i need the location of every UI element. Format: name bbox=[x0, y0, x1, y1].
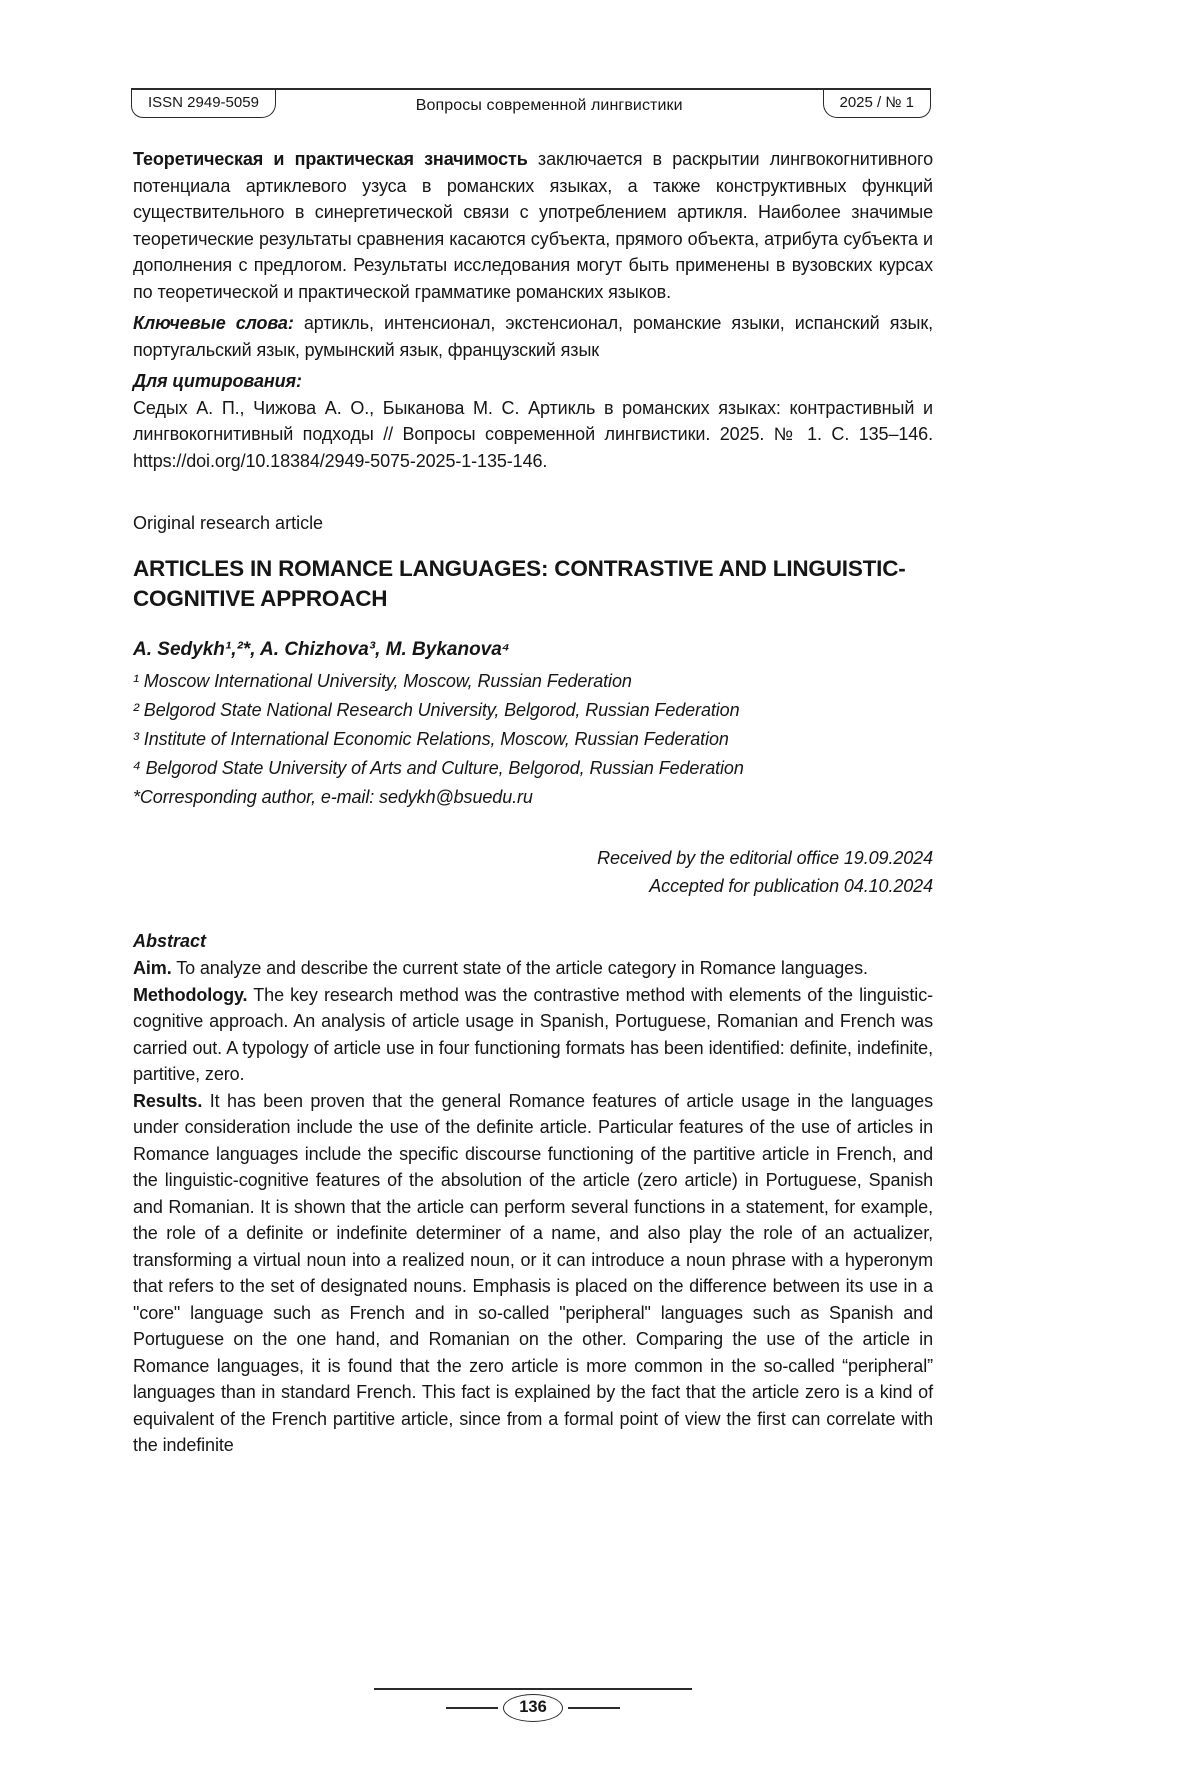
affiliation-4: ⁴ Belgorod State University of Arts and Culture, Belgorod, Russian Federation bbox=[133, 758, 744, 778]
affiliation-1: ¹ Moscow International University, Moscow, Russian Federation bbox=[133, 671, 632, 691]
page-number-badge: 136 bbox=[503, 1694, 563, 1722]
abstract-results-text: It has been proven that the general Romance features of article usage in the languages under consideration include the use of the definite article. Particular features of the use of articles in Romance languages include the specific discourse functioning of the partitive article in French, and the linguistic-cognitive features of the absolution of the article (zero article) in Portuguese, Spanish and Romanian. It is shown that the article can perform several functions in a statement, for example, the role of a definite or indefinite determiner of a name, and also play the role of an actualizer, transforming a virtual noun into a realized noun, or it can introduce a noun phrase with a hyperonym that refers to the set of designated nouns. Emphasis is placed on the difference between its use in a "core" language such as French and in so-called "peripheral" languages such as Spanish and Portuguese on the one hand, and Romanian on the other. Comparing the use of the article in Romance languages, it is found that the zero article is more common in the so-called “peripheral” languages than in standard French. This fact is explained by the fact that the article zero is a kind of equivalent of the French partitive article, since from a formal point of view the first can correlate with the indefinite bbox=[133, 1090, 933, 1455]
citation-heading bbox=[133, 368, 933, 395]
footer-rule-right bbox=[568, 1707, 620, 1709]
authors-line: A. Sedykh¹,²*, A. Chizhova³, M. Bykanova⁴ bbox=[133, 639, 510, 660]
doi-link[interactable]: https://doi.org/10.18384/2949-5075-2025-1-135-146. bbox=[133, 450, 548, 471]
received-date: Received by the editorial office 19.09.2024 bbox=[597, 848, 933, 868]
abstract-results-label: Results. bbox=[133, 1090, 203, 1111]
keywords-text: артикль, интенсионал, экстенсионал, романские языки, испанский язык, португальский язык, румынский язык, французский язык bbox=[133, 313, 934, 360]
affiliation-3: ³ Institute of International Economic Relations, Moscow, Russian Federation bbox=[133, 729, 729, 749]
abstract-aim-paragraph bbox=[133, 955, 933, 982]
affiliation-2: ² Belgorod State National Research University, Belgorod, Russian Federation bbox=[133, 700, 740, 720]
keywords-paragraph bbox=[133, 310, 933, 363]
abstract-heading: Abstract bbox=[133, 931, 207, 951]
corresponding-label: *Corresponding author, e-mail: bbox=[133, 787, 380, 807]
page-footer bbox=[0, 1688, 1200, 1722]
footer-oval-row bbox=[446, 1694, 620, 1722]
issn-badge bbox=[131, 90, 276, 118]
article-type-label: Original research article bbox=[133, 513, 324, 533]
corresponding-email[interactable]: sedykh@bsuedu.ru bbox=[379, 787, 533, 807]
journal-title: Вопросы современной лингвистики bbox=[415, 97, 683, 114]
citation-paragraph bbox=[133, 395, 933, 475]
page-header bbox=[131, 88, 931, 118]
significance-paragraph bbox=[133, 146, 933, 305]
citation-label: Для цитирования: bbox=[133, 371, 302, 391]
citation-text: Седых А. П., Чижова А. О., Быканова М. С. Артикль в романских языках: контрастивный и лингвокогнитивный подходы // Вопросы современной лингвистики. 2025. № 1. С. 135–146. bbox=[133, 397, 933, 444]
abstract-results-paragraph bbox=[133, 1088, 933, 1459]
abstract-methodology-text: The key research method was the contrastive method with elements of the linguistic-cognitive approach. An analysis of article usage in Spanish, Portuguese, Romanian and French was carried out. A typology of article use in four functioning formats has been identified: definite, indefinite, partitive, zero. bbox=[133, 984, 933, 1084]
abstract-methodology-paragraph bbox=[133, 982, 933, 1088]
corresponding-author-line bbox=[133, 783, 933, 812]
article-body bbox=[133, 146, 933, 1459]
significance-text: заключается в раскрытии лингвокогнитивного потенциала артиклевого узуса в романских языках, а также конструктивных функций существительного в синергетической связи с употреблением артикля. Наиболее значимые теоретические результаты сравнения касаются субъекта, прямого объекта, атрибута субъекта и дополнения с предлогом. Результаты исследования могут быть применены в вузовских курсах по теоретической и практической грамматике романских языков. bbox=[133, 149, 933, 302]
article-title: ARTICLES IN ROMANCE LANGUAGES: CONTRASTIVE AND LINGUISTIC-COGNITIVE APPROACH bbox=[133, 556, 906, 611]
issn-text: ISSN 2949-5059 bbox=[148, 94, 259, 111]
footer-rule-left bbox=[446, 1707, 498, 1709]
footer-rule bbox=[374, 1688, 692, 1690]
accepted-date: Accepted for publication 04.10.2024 bbox=[649, 876, 933, 896]
issue-badge bbox=[823, 90, 931, 118]
abstract-aim-text: To analyze and describe the current state of the article category in Romance languages. bbox=[176, 958, 868, 978]
keywords-label: Ключевые слова: bbox=[133, 313, 294, 333]
abstract-methodology-label: Methodology. bbox=[133, 984, 248, 1005]
abstract-aim-label: Aim. bbox=[133, 958, 172, 978]
issue-text: 2025 / № 1 bbox=[839, 94, 914, 111]
significance-label: Теоретическая и практическая значимость bbox=[133, 149, 528, 169]
footer-ornament bbox=[368, 1688, 698, 1722]
